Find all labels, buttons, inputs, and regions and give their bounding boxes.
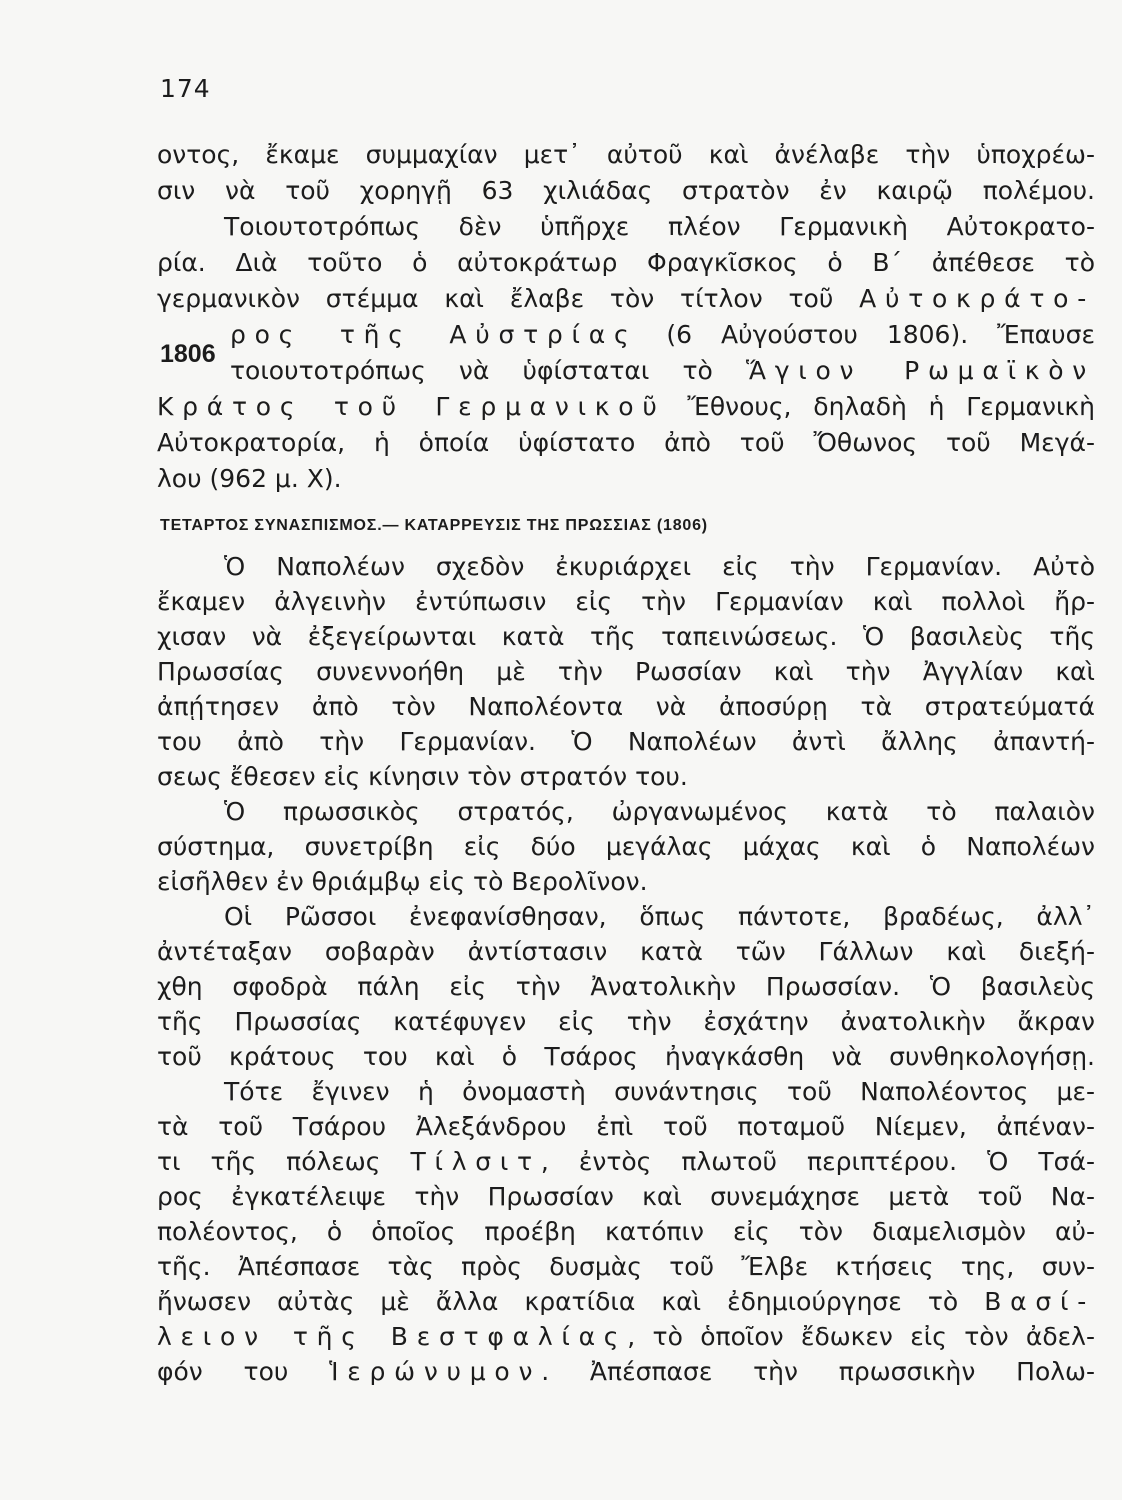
section-heading: ΤΕΤΑΡΤΟΣ ΣΥΝΑΣΠΙΣΜΟΣ.— ΚΑΤΑΡΡΕΥΣΙΣ ΤΗΣ ΠΡΩΣΣΙΑΣ (1806) (160, 517, 708, 534)
text-line (157, 1284, 1095, 1320)
text-run: ἤνωσεν αὐτὰς μὲ ἄλλα κρατίδια καὶ ἐδημιούργησε τὸ (157, 1287, 985, 1316)
text-run: τοιουτοτρόπως νὰ ὑφίσταται τὸ (230, 356, 746, 385)
text-line: τῆς. Ἀπέσπασε τὰς πρὸς δυσμὰς τοῦ Ἔλβε κτήσεις της, συν- (157, 1252, 1095, 1281)
text-line: σιν νὰ τοῦ χορηγῇ 63 χιλιάδας στρατὸν ἐν καιρῷ πολέμου. (157, 176, 1095, 205)
text-run: γερμανικὸν στέμμα καὶ ἔλαβε τὸν τίτλον τοῦ (157, 284, 860, 313)
text-line: ἀντέταξαν σοβαρὰν ἀντίστασιν κατὰ τῶν Γάλλων καὶ διεξή- (157, 937, 1095, 966)
text-line: εἰσῆλθεν ἐν θριάμβῳ εἰς τὸ Βερολῖνον. (157, 867, 648, 896)
spaced-text-run: Τίλσιτ (410, 1147, 541, 1176)
text-line: Αὐτοκρατορία, ἡ ὁποία ὑφίστατο ἀπὸ τοῦ Ὄθωνος τοῦ Μεγά- (157, 428, 1095, 457)
text-line (157, 1144, 1095, 1180)
text-line: σεως ἔθεσεν εἰς κίνησιν τὸν στρατόν του. (157, 762, 688, 791)
text-line: χθη σφοδρὰ πάλη εἰς τὴν Ἀνατολικὴν Πρωσσίαν. Ὁ βασιλεὺς (157, 972, 1095, 1001)
text-run: Ἔθνους, δηλαδὴ ἡ Γερμανικὴ (665, 392, 1095, 421)
text-run: (6 Αὐγούστου 1806). Ἔπαυσε (637, 320, 1095, 349)
text-line: του ἀπὸ τὴν Γερμανίαν. Ὁ Ναπολέων ἀντὶ ἄλλης ἀπαντή- (157, 727, 1095, 756)
text-run: , ἐντὸς πλωτοῦ περιπτέρου. Ὁ Τσά- (540, 1147, 1095, 1176)
text-line (157, 281, 1095, 317)
text-line: ἔκαμεν ἀλγεινὴν ἐντύπωσιν εἰς τὴν Γερμανίαν καὶ πολλοὶ ἤρ- (157, 587, 1095, 616)
text-line: Τότε ἔγινεν ἡ ὀνομαστὴ συνάντησις τοῦ Ναπολέοντος με- (224, 1077, 1095, 1106)
text-run: , τὸ ὁποῖον ἔδωκεν εἰς τὸν ἀδελ- (627, 1322, 1095, 1351)
spaced-text-run: Κράτος τοῦ Γερμανικοῦ (157, 392, 666, 421)
spaced-text-run: Αὐτοκράτο- (859, 284, 1095, 313)
text-line: Οἱ Ρῶσσοι ἐνεφανίσθησαν, ὅπως πάντοτε, βραδέως, ἀλλ᾽ (224, 902, 1095, 931)
text-line: τοῦ κράτους του καὶ ὁ Τσάρος ἠναγκάσθη νὰ συνθηκολογήσῃ. (157, 1042, 1095, 1071)
text-line: οντος, ἔκαμε συμμαχίαν μετ᾽ αὐτοῦ καὶ ἀνέλαβε τὴν ὑποχρέω- (157, 140, 1095, 169)
text-line: ρος ἐγκατέλειψε τὴν Πρωσσίαν καὶ συνεμάχησε μετὰ τοῦ Να- (157, 1182, 1095, 1211)
text-line (157, 389, 1095, 425)
text-line: ἀπῄτησεν ἀπὸ τὸν Ναπολέοντα νὰ ἀποσύρῃ τὰ στρατεύματά (157, 692, 1095, 721)
text-line: Πρωσσίας συνεννοήθη μὲ τὴν Ρωσσίαν καὶ τὴν Ἀγγλίαν καὶ (157, 657, 1095, 686)
text-line: Τοιουτοτρόπως δὲν ὑπῆρχε πλέον Γερμανικὴ Αὐτοκρατο- (224, 212, 1095, 241)
text-line (157, 1354, 1095, 1390)
text-line: τῆς Πρωσσίας κατέφυγεν εἰς τὴν ἐσχάτην ἀνατολικὴν ἄκραν (157, 1007, 1095, 1036)
text-run: . Ἀπέσπασε τὴν πρωσσικὴν Πολω- (541, 1357, 1095, 1386)
page-number: 174 (160, 74, 211, 103)
spaced-text-run: Βασί- (984, 1287, 1095, 1316)
text-run: τι τῆς πόλεως (157, 1147, 411, 1176)
spaced-text-run: ρος τῆς Αὐστρίας (230, 320, 638, 349)
spaced-text-run: Ἱερώνυμον (329, 1357, 542, 1386)
text-line: Ὁ Ναπολέων σχεδὸν ἐκυριάρχει εἰς τὴν Γερμανίαν. Αὐτὸ (224, 552, 1095, 581)
text-line: χισαν νὰ ἐξεγείρωνται κατὰ τῆς ταπεινώσεως. Ὁ βασιλεὺς τῆς (157, 622, 1095, 651)
text-line: λου (962 μ. Χ). (157, 464, 342, 493)
text-line: τὰ τοῦ Τσάρου Ἀλεξάνδρου ἐπὶ τοῦ ποταμοῦ Νίεμεν, ἀπέναν- (157, 1112, 1095, 1141)
text-line (157, 353, 1095, 389)
text-run: φόν του (157, 1357, 330, 1386)
spaced-text-run: Ἅγιον Ρωμαϊκὸν (745, 356, 1095, 385)
text-line: σύστημα, συνετρίβη εἰς δύο μεγάλας μάχας καὶ ὁ Ναπολέων (157, 832, 1095, 861)
text-line: Ὁ πρωσσικὸς στρατός, ὠργανωμένος κατὰ τὸ παλαιὸν (224, 797, 1095, 826)
text-line (157, 317, 1095, 353)
margin-note-year: 1806 (160, 340, 216, 368)
text-line: πολέοντος, ὁ ὁποῖος προέβη κατόπιν εἰς τὸν διαμελισμὸν αὐ- (157, 1217, 1095, 1246)
text-line (157, 1319, 1095, 1355)
text-line: ρία. Διὰ τοῦτο ὁ αὐτοκράτωρ Φραγκῖσκος ὁ Β΄ ἀπέθεσε τὸ (157, 248, 1095, 277)
spaced-text-run: λειον τῆς Βεστφαλίας (157, 1322, 628, 1351)
